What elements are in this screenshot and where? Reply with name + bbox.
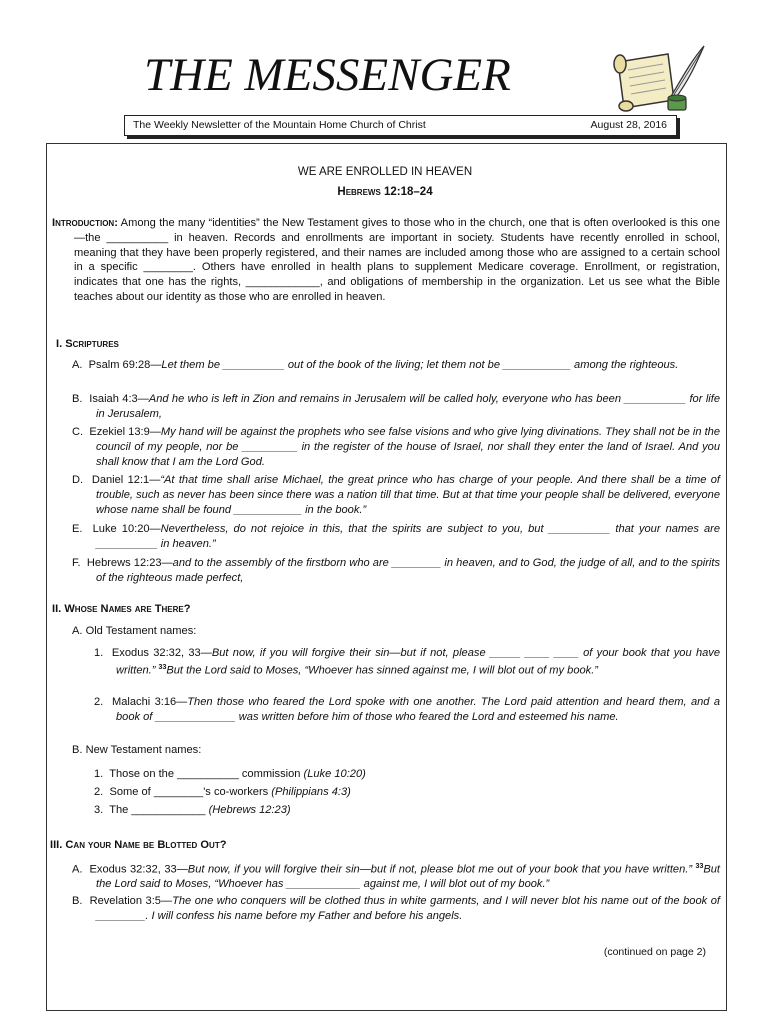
- list-item: D. Daniel 12:1—“At that time shall arise Michael, the great prince who has charge of your people. And there shall be a time of trouble, such as never has been since there was a nation till that time. But at that time your people shall be delivered, everyone whose name shall be found ___________ in the book.”: [72, 474, 721, 516]
- list-item: 2. Some of ________'s co-workers (Philippians 4:3): [94, 786, 351, 798]
- intro-text: Among the many “identities” the New Testament gives to those who in the church, one that is often overlooked is this one—the __________ in heaven. Records and enrollments are important in society. Students have recently enrolled in school, meaning that they have been properly registered, and their names are included among those who are assigned to a certain school in a specific ________. Others have enrolled in health plans to supplement Medicare coverage. Enrollment, or registration, indicates that one has the rights, ____________, and obligations of membership in the organization. Let us see what the Bible teaches about our identity as those who are enrolled in heaven.: [74, 217, 720, 303]
- list-item: E. Luke 10:20—Nevertheless, do not rejoice in this, that the spirits are subject to you, but __________ that your names are __________ in heaven.”: [72, 523, 720, 550]
- newsletter-subtitle: The Weekly Newsletter of the Mountain Home Church of Christ: [133, 119, 426, 131]
- nt-names-heading: B. New Testament names:: [72, 744, 202, 756]
- issue-date: August 28, 2016: [590, 119, 667, 131]
- list-item: 3. The ____________ (Hebrews 12:23): [94, 804, 291, 816]
- ot-names-heading: A. Old Testament names:: [72, 625, 197, 637]
- article-reference: Hebrews 12:18–24: [337, 186, 433, 198]
- section-2-heading: II. Whose Names are There?: [52, 603, 191, 615]
- introduction-paragraph: [52, 216, 720, 305]
- continued-note: (continued on page 2): [603, 946, 706, 958]
- scroll-quill-icon: [608, 42, 708, 114]
- list-item: A. Exodus 32:32, 33—But now, if you will forgive their sin—but if not, please blot me out of your book that you have written.” $^{33}$But the Lord said to Moses, “Whoever has ____________ against me, I will blot out of my book.”: [72, 863, 720, 891]
- subtitle-bar: [124, 115, 677, 136]
- list-item: B. Isaiah 4:3—And he who is left in Zion and remains in Jerusalem will be called holy, everyone who has been __________ for life in Jerusalem,: [72, 393, 720, 420]
- list-item: C. Ezekiel 13:9—My hand will be against the prophets who see false visions and who give lying divinations. They shall not be in the council of my people, nor be _________ in the register of the house of Israel, nor shall they enter the land of Israel. And you shall know that I am the Lord God.: [72, 426, 721, 468]
- list-item: 2. Malachi 3:16—Then those who feared the Lord spoke with one another. The Lord paid attention and heard them, and a book of _____________ was written before him of those who feared the Lord and esteemed his name.: [94, 696, 720, 723]
- list-item: F. Hebrews 12:23—and to the assembly of the firstborn who are ________ in heaven, and to God, the judge of all, and to the spirits of the righteous made perfect,: [72, 557, 720, 584]
- list-item: 1. Those on the __________ commission (Luke 10:20): [94, 768, 366, 780]
- article-title: WE ARE ENROLLED IN HEAVEN: [297, 166, 473, 178]
- list-item: B. Revelation 3:5—The one who conquers will be clothed thus in white garments, and I will never blot his name out of the book of ________. I will confess his name before my Father and before his angels.: [72, 895, 720, 922]
- section-3-heading: III. Can your Name be Blotted Out?: [50, 839, 227, 851]
- section-1-heading: I. Scriptures: [56, 338, 119, 350]
- masthead-title: THE MESSENGER: [144, 49, 511, 101]
- list-item: 1. Exodus 32:32, 33—But now, if you will forgive their sin—but if not, please _____ ____ ____ of your book that you have written.” $^{33}$But the Lord said to Moses, “Whoever has sinned against me, I will blot out of my book.”: [94, 647, 721, 677]
- list-item: A. Psalm 69:28—Let them be __________ out of the book of the living; let them not be ___________ among the righteous.: [72, 359, 679, 371]
- intro-label: Introduction:: [52, 217, 118, 229]
